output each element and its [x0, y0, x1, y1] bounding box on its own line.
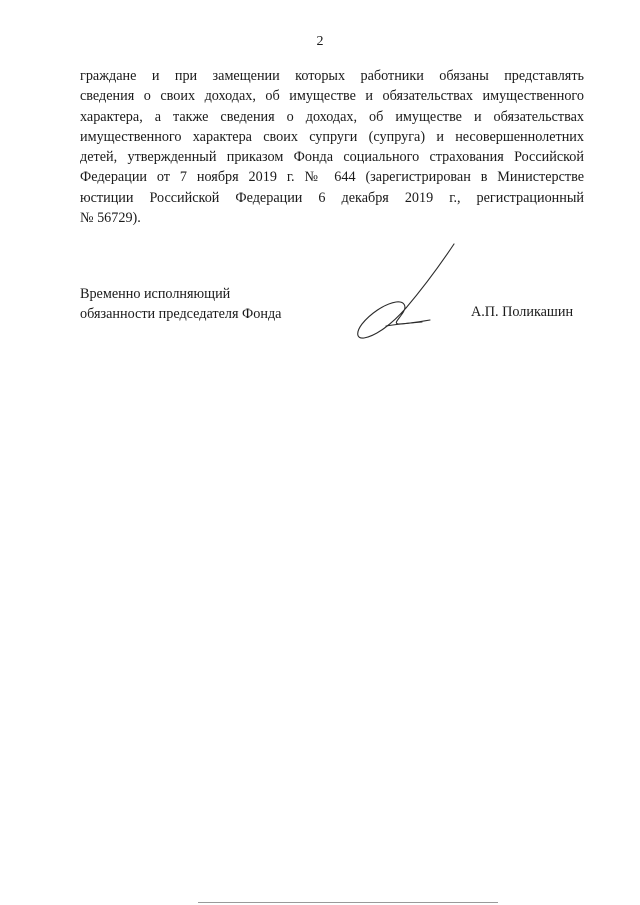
- body-line: характера, а также сведения о доходах, об имуществе и обязательствах: [80, 108, 584, 125]
- page-number: 2: [316, 34, 324, 49]
- body-line: юстиции Российской Федерации 6 декабря 2019 г., регистрационный: [80, 189, 584, 206]
- signer-position-line: обязанности председателя Фонда: [80, 306, 282, 323]
- signer-name: А.П. Поликашин: [471, 304, 574, 320]
- body-paragraph: [80, 66, 584, 228]
- body-line: детей, утвержденный приказом Фонда социального страхования Российской: [80, 149, 584, 166]
- scan-edge-mark: [198, 902, 498, 903]
- signer-position-line: Временно исполняющий: [80, 286, 231, 302]
- handwritten-signature: [350, 240, 470, 345]
- signer-position: [80, 284, 281, 325]
- body-line: сведения о своих доходах, об имуществе и обязательствах имущественного: [80, 88, 584, 105]
- body-line: Федерации от 7 ноября 2019 г. № 644 (зарегистрирован в Министерстве: [80, 169, 584, 186]
- body-line: № 56729).: [80, 210, 141, 227]
- body-line: граждане и при замещении которых работники обязаны представлять: [80, 68, 584, 84]
- body-line: имущественного характера своих супруги (супруга) и несовершеннолетних: [80, 128, 584, 145]
